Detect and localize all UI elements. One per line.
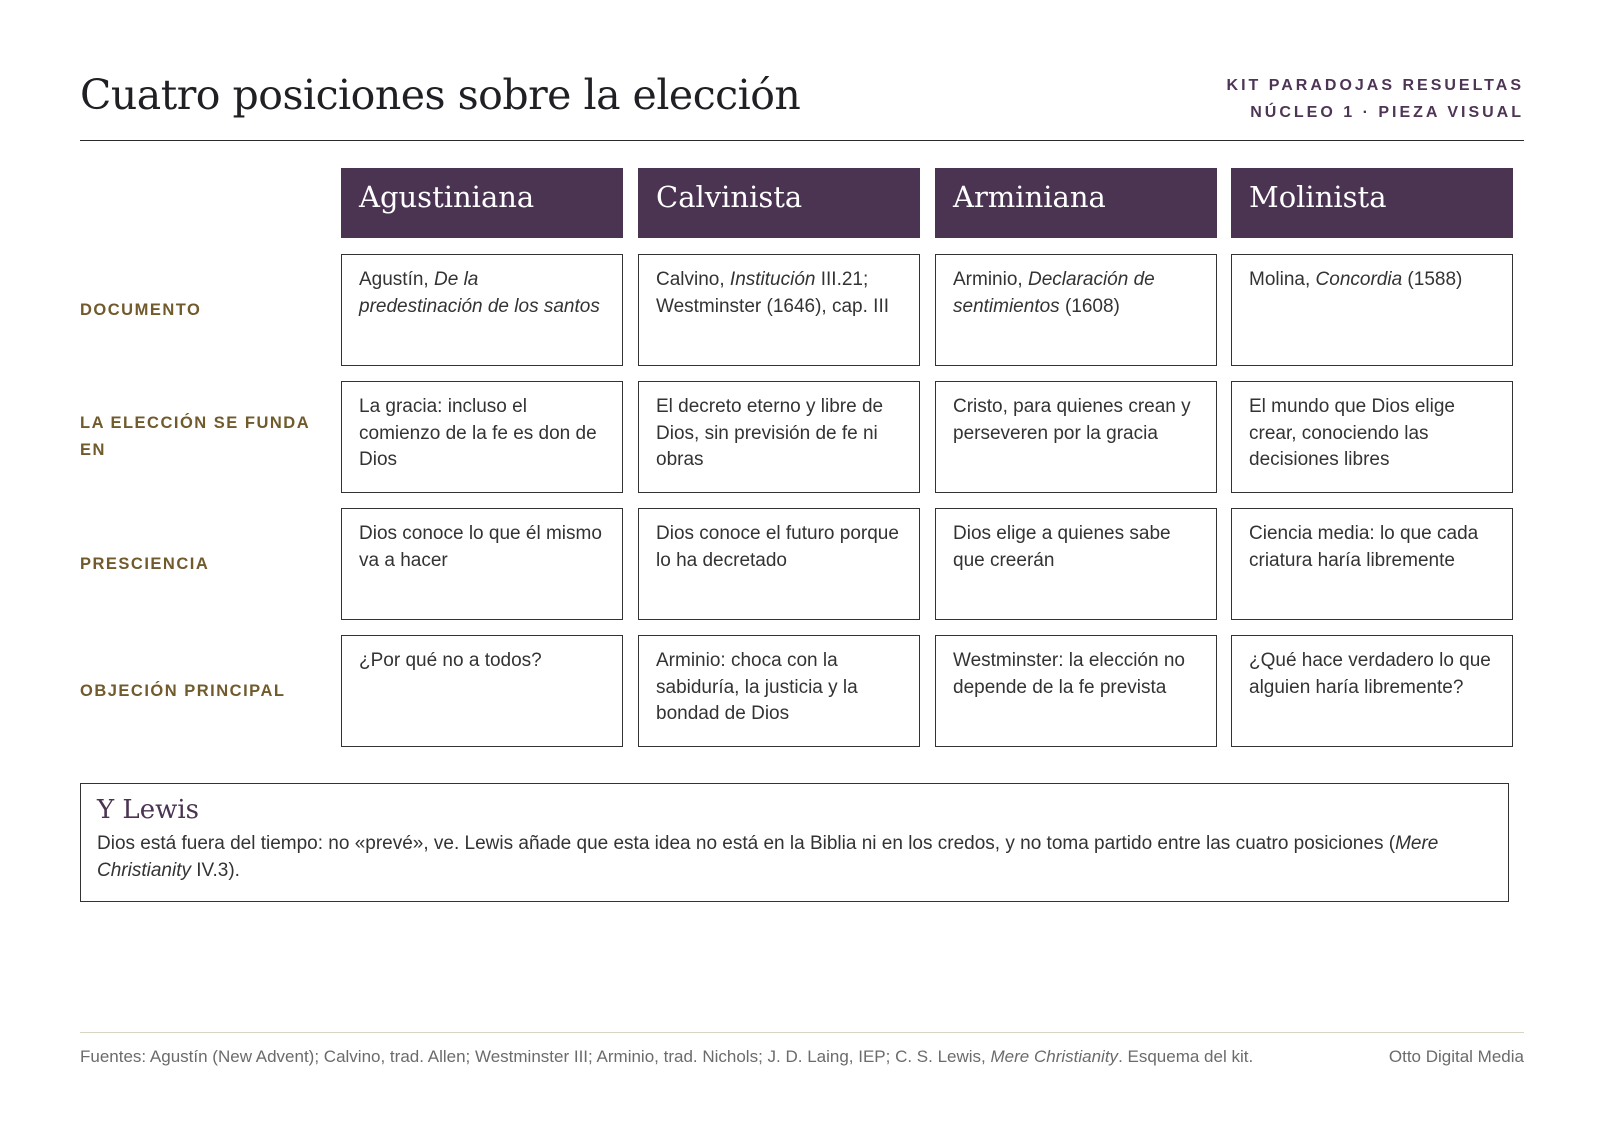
table-cell — [638, 635, 920, 747]
page-title: Cuatro posiciones sobre la elección — [80, 71, 801, 119]
cell-text: Calvino, — [656, 269, 730, 290]
sources-text-end: . Esquema del kit. — [1118, 1047, 1254, 1066]
page — [80, 0, 1524, 1131]
cell-text: ¿Por qué no a todos? — [359, 650, 542, 671]
cell-title: Declaración de sentimientos — [953, 269, 1155, 317]
footer-sources — [80, 1047, 1253, 1067]
table-cell — [341, 635, 623, 747]
cell-text: (1588) — [1402, 269, 1463, 290]
kit-line-1: KIT PARADOJAS RESUELTAS — [1226, 77, 1524, 94]
lewis-note-text — [97, 830, 1492, 884]
table-cell — [935, 381, 1217, 493]
column-header-calvinista: Calvinista — [638, 168, 920, 238]
row-label-text: OBJECIÓN PRINCIPAL — [80, 681, 286, 700]
row-label-text: DOCUMENTO — [80, 300, 202, 319]
lewis-note-book-title: Mere Christianity — [97, 833, 1439, 881]
table-row — [80, 635, 1524, 747]
cell-title: De la predestinación de los santos — [359, 269, 600, 317]
table-cell — [638, 254, 920, 366]
row-label-text: LA ELECCIÓN SE FUNDA EN — [80, 414, 310, 459]
lewis-note-box — [80, 783, 1509, 902]
cell-text: Dios elige a quienes sabe que creerán — [953, 523, 1171, 571]
cell-text: Ciencia media: lo que cada criatura haría libremente — [1249, 523, 1479, 571]
table-cell — [341, 381, 623, 493]
lewis-note-reference: IV.3). — [190, 860, 240, 881]
table-row — [80, 254, 1524, 366]
cell-text: Westminster: la elección no depende de la fe prevista — [953, 650, 1185, 698]
lewis-note-title: Y Lewis — [97, 795, 199, 825]
row-label-text: PRESCIENCIA — [80, 554, 210, 573]
row-label — [80, 381, 320, 493]
row-label — [80, 254, 320, 366]
table-cell — [638, 381, 920, 493]
table-cell — [935, 254, 1217, 366]
table-cell — [935, 508, 1217, 620]
table-cell — [1231, 635, 1513, 747]
cell-text: Cristo, para quienes crean y perseveren por la gracia — [953, 396, 1191, 444]
cell-text: El decreto eterno y libre de Dios, sin previsión de fe ni obras — [656, 396, 884, 470]
cell-text: Arminio: choca con la sabiduría, la justicia y la bondad de Dios — [656, 650, 858, 724]
kit-label — [1227, 72, 1524, 126]
row-label — [80, 508, 320, 620]
cell-text: Agustín, — [359, 269, 434, 290]
footer — [80, 1032, 1524, 1066]
cell-text: El mundo que Dios elige crear, conociendo las decisiones libres — [1249, 396, 1455, 470]
cell-title: Concordia — [1315, 269, 1403, 290]
cell-text: ¿Qué hace verdadero lo que alguien haría libremente? — [1249, 650, 1491, 698]
cell-text: Molina, — [1249, 269, 1316, 290]
table-cell — [935, 635, 1217, 747]
cell-text: Dios conoce el futuro porque lo ha decretado — [656, 523, 899, 571]
column-header-agustiniana: Agustiniana — [341, 168, 623, 238]
sources-text: Fuentes: Agustín (New Advent); Calvino, trad. Allen; Westminster III; Arminio, trad. Nichols; J. D. Laing, IEP; C. S. Lewis, — [80, 1047, 991, 1066]
kit-line-2: NÚCLEO 1 · PIEZA VISUAL — [1250, 104, 1524, 121]
sources-book-title: Mere Christianity — [990, 1047, 1119, 1066]
table-cell — [1231, 508, 1513, 620]
table-cell — [1231, 381, 1513, 493]
cell-text: (1608) — [1059, 295, 1120, 317]
column-header-molinista: Molinista — [1231, 168, 1513, 238]
table-row — [80, 508, 1524, 620]
table-cell — [341, 508, 623, 620]
table-header-row — [80, 168, 1524, 238]
column-header-arminiana: Arminiana — [935, 168, 1217, 238]
cell-text: Dios conoce lo que él mismo va a hacer — [359, 523, 602, 571]
footer-credit: Otto Digital Media — [1388, 1047, 1524, 1066]
cell-text: Arminio, — [953, 269, 1028, 290]
table-cell — [341, 254, 623, 366]
lewis-note-body: Dios está fuera del tiempo: no «prevé», ve. Lewis añade que esta idea no está en la Biblia ni en los credos, y no toma partido entre las cuatro posiciones ( — [97, 833, 1396, 854]
table-row — [80, 381, 1524, 493]
table-cell — [638, 508, 920, 620]
row-label — [80, 635, 320, 747]
table-cell — [1231, 254, 1513, 366]
cell-text: III.21; Westminster (1646), cap. III — [656, 269, 890, 317]
header — [80, 66, 1524, 141]
cell-text: La gracia: incluso el comienzo de la fe es don de Dios — [359, 396, 597, 470]
cell-title: Institución — [729, 269, 816, 290]
